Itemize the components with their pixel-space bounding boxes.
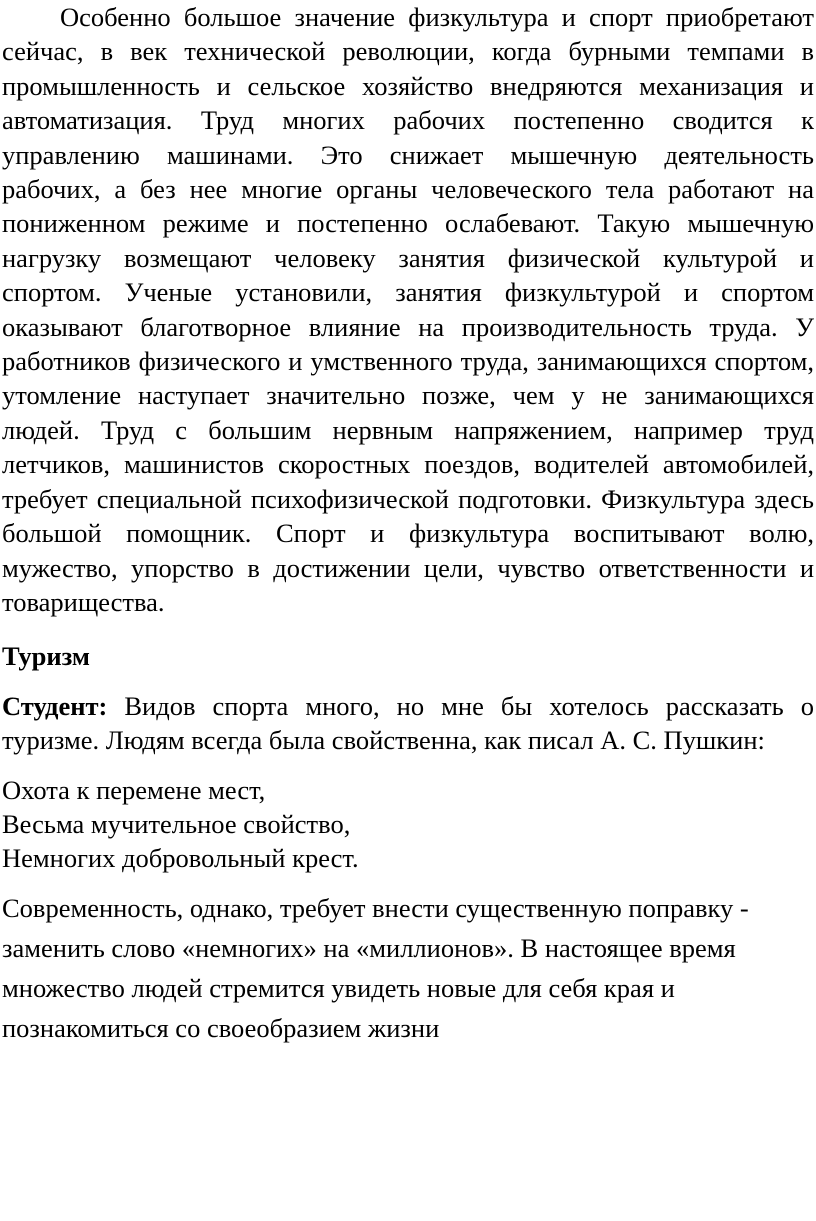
poem-line: Немногих добровольный крест. [2,843,359,874]
section-heading: Туризм [2,641,90,672]
speaker-label: Студент: [2,690,108,721]
body-paragraph: Особенно большое значение физкультура и спорт приобретают сейчас, в век технической революции, когда бурными темпами в промышленность и сельское хозяйство внедряются механизация и автоматизация. Труд многих рабочих постепенно сводится к управлению машинами. Это снижает мышечную деятельность рабочих, а без нее многие органы человеческого тела работают на пониженном режиме и постепенно ослабевают. Такую мышечную нагрузку возмещают человеку занятия физической культурой и спортом. Ученые установили, занятия физкультурой и спортом оказывают благотворное влияние на производительность труда. У работников физического и умственного труда, занимающихся спортом, утомление наступает значительно позже, чем у не занимающихся людей. Труд с большим нервным напряжением, например труд летчиков, машинистов скоростных поездов, водителей автомобилей, требует специальной психофизической подготовки. Физкультура здесь большой помощник. Спорт и физкультура воспитывают волю, мужество, упорство в достижении цели, чувство ответственности и товарищества. [2,2,814,617]
dialog-text: Видов спорта много, но мне бы хотелось рассказать о туризме. Людям всегда была свойственна, как писал А. С. Пушкин: [2,690,814,756]
body-paragraph-continued: Современность, однако, требует внести существенную поправку - заменить слово «немногих» на «миллионов». В настоящее время множество людей стремится увидеть новые для себя края и познакомиться со своеобразием жизни [2,892,749,1043]
document-page [2,0,814,1048]
poem-line: Весьма мучительное свойство, [2,808,351,839]
dialog-paragraph [2,689,814,758]
poem-line: Охота к перемене мест, [2,774,266,805]
poem-quote [2,773,814,876]
